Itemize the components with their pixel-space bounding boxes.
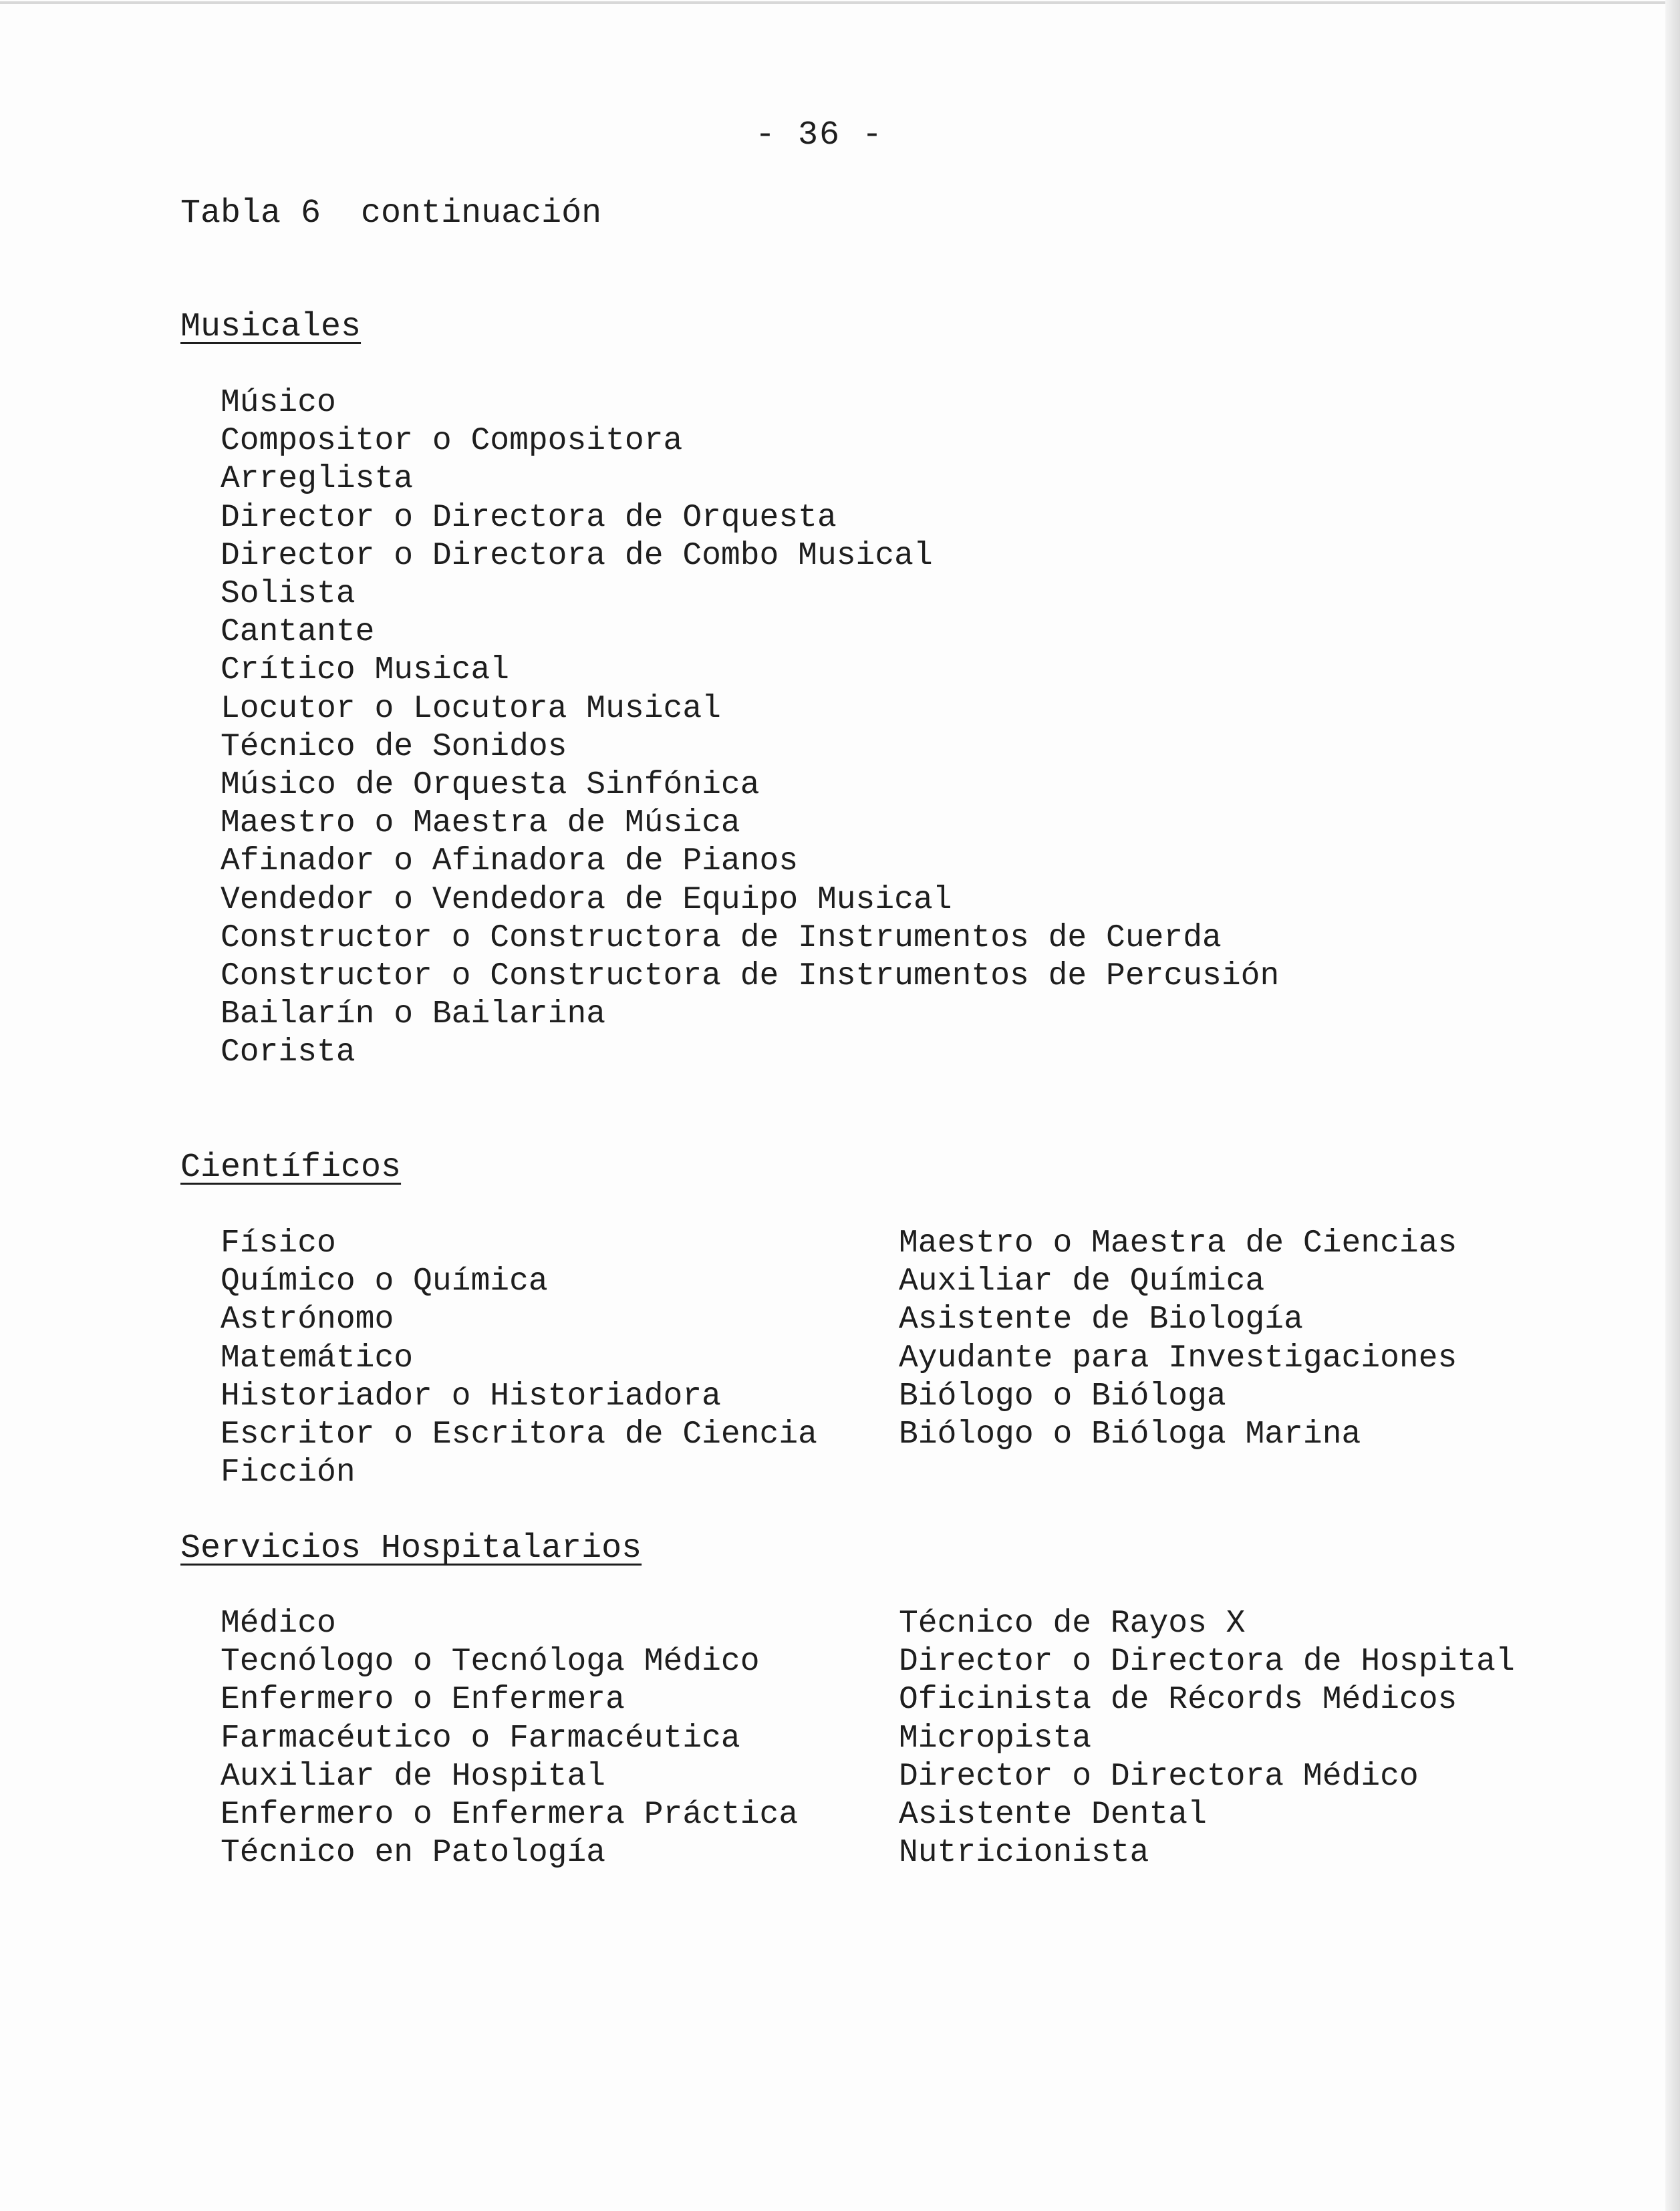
list-item: Biólogo o Bióloga [899,1378,1226,1415]
table-caption: Tabla 6 continuación [180,194,602,233]
list-item: Asistente Dental [899,1797,1207,1833]
list-item: Director o Directora de Hospital [899,1644,1515,1680]
scan-right-edge [1665,0,1680,2211]
list-item: Corista [221,1034,356,1071]
list-item: Constructor o Constructora de Instrumentos de Cuerda [221,919,1222,956]
list-item: Maestro o Maestra de Música [221,805,740,842]
list-item: Músico de Orquesta Sinfónica [221,767,760,804]
list-item: Compositor o Compositora [221,423,683,460]
list-item: Ficción [221,1455,356,1491]
list-item: Afinador o Afinadora de Pianos [221,843,799,880]
list-item: Cantante [221,614,375,651]
list-item: Técnico en Patología [221,1835,606,1872]
list-item: Químico o Química [221,1264,548,1300]
cientificos-list-left [221,1225,817,1492]
section-title-cientificos: Científicos [180,1149,402,1187]
hospitalarios-list-left [221,1605,798,1872]
hospitalarios-list-right [899,1605,1515,1872]
list-item: Solista [221,576,356,613]
list-item: Director o Directora de Combo Musical [221,537,933,574]
section-title-servicios-hospitalarios: Servicios Hospitalarios [180,1529,642,1568]
list-item: Farmacéutico o Farmacéutica [221,1720,740,1757]
list-item: Director o Directora Médico [899,1758,1419,1795]
section-title-musicales: Musicales [180,308,362,346]
cientificos-list-right [899,1225,1457,1454]
list-item: Enfermero o Enfermera Práctica [221,1797,799,1833]
list-item: Constructor o Constructora de Instrumentos de Percusión [221,958,1280,995]
list-item: Médico [221,1606,336,1642]
musicales-list [221,384,1279,1072]
list-item: Historiador o Historiadora [221,1378,721,1415]
list-item: Micropista [899,1720,1092,1757]
list-item: Biólogo o Bióloga Marina [899,1417,1361,1453]
list-item: Matemático [221,1340,414,1376]
list-item: Bailarín o Bailarina [221,996,606,1033]
list-item: Vendedor o Vendedora de Equipo Musical [221,881,952,918]
list-item: Oficinista de Récords Médicos [899,1682,1457,1719]
list-item: Director o Directora de Orquesta [221,499,837,536]
list-item: Físico [221,1225,336,1262]
list-item: Crítico Musical [221,652,510,689]
list-item: Auxiliar de Química [899,1264,1265,1300]
list-item: Técnico de Rayos X [899,1606,1246,1642]
list-item: Auxiliar de Hospital [221,1758,606,1795]
list-item: Escritor o Escritora de Ciencia [221,1417,817,1453]
list-item: Arreglista [221,461,414,498]
page-number: - 36 - [755,116,884,154]
list-item: Locutor o Locutora Musical [221,690,721,727]
list-item: Técnico de Sonidos [221,728,567,765]
list-item: Ayudante para Investigaciones [899,1340,1457,1376]
list-item: Tecnólogo o Tecnóloga Médico [221,1644,760,1680]
list-item: Maestro o Maestra de Ciencias [899,1225,1457,1262]
list-item: Músico [221,385,336,421]
scan-top-edge [0,1,1680,4]
list-item: Astrónomo [221,1302,394,1338]
list-item: Nutricionista [899,1835,1149,1872]
list-item: Asistente de Biología [899,1302,1303,1338]
list-item: Enfermero o Enfermera [221,1682,625,1719]
